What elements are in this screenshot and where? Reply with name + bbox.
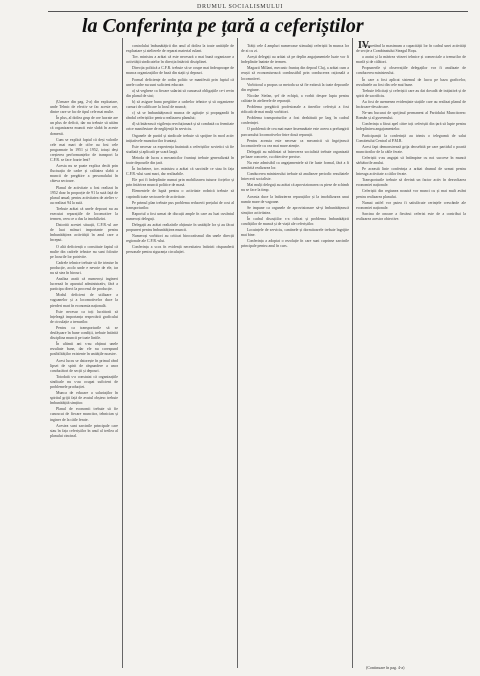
article-paragraph: (Urmare din pag. 2-a) din exploatare, unde Tehnic de efectiv se fac aceste ore, dintre care se fac de tipul cele mai multe. <box>50 100 118 115</box>
headline: la Conferința pe țară a ceferiștilor <box>82 15 364 37</box>
article-paragraph: Conducerea ministerului trebuie să analizeze periodic rezultatele întrecerii socialiste. <box>241 172 349 182</box>
column-rule <box>237 38 238 668</box>
article-paragraph: În încheiere, tov. ministru a arătat că sarcinile ce stau în fața C.F.R.-ului sunt mari, dar realizabile. <box>126 167 234 177</box>
article-paragraph: O problemă de cea mai mare însemnătate este aceea a prelungirii parcursului locomotivelor între două reparații. <box>241 127 349 137</box>
article-paragraph: Aceasta duce la întârzierea reparațiilor și la imobilizarea unui număr mare de vagoane. <box>241 194 349 204</box>
article-paragraph: Trăiți cele 4 ampluri numeroase stimulați ceferiștii în munca lor de zi cu zi. <box>241 44 349 54</box>
article-paragraph: interpretând la maximum a capacității lor în cadrul unei activități de secție a Combinatului Steagul Roșu. <box>356 44 466 54</box>
article-paragraph: Propunerile și observațiile delegaților vor fi analizate de conducerea ministerului. <box>356 66 466 76</box>
article-paragraph: Acești delegați au arătat că pe deplin angajamentele luate vor fi îndeplinite înainte de termen. <box>241 55 349 65</box>
article-paragraph: Participanții la conferință au trimis o telegramă de salut Comitetului Central al P.M.R. <box>356 133 466 143</box>
article-paragraph: Ceferiștii din regiunea noastră vor munci cu și mai mult avânt pentru realizarea planului. <box>356 189 466 199</box>
article-paragraph: Trebuie felicitați și ceferiștii care au dat dovadă de inițiativă și de spirit de sacrificiu. <box>356 88 466 98</box>
header-rule <box>48 11 468 12</box>
section-number: IV. <box>358 40 371 51</box>
article-paragraph: Vorbitorul a propus ca metoda sa să fie extinsă la toate depourile din regiune. <box>241 82 349 92</box>
article-paragraph: Cum se explică faptul că deși valorile cele mai mari de cifre au fost cele programate în 1951 și 1952, totuși deși creșterea performanțelor de transport la C.F.R. se face foarte lent? <box>50 137 118 163</box>
article-paragraph: Datorită acestei situații, C.F.R.-ul are de luat măsuri importante pentru îmbunătățirea activității în anul care a început. <box>50 223 118 243</box>
article-paragraph: Cadrele tehnice trebuie să fie trimise în producție, acolo unde e nevoie de ele, iar nu să stea în birouri. <box>50 260 118 275</box>
article-paragraph: b) să asigure buna pregătire a cadrelor tehnice și să organizeze cursuri de calificare la locul de muncă; <box>126 99 234 110</box>
article-paragraph: Pentru ca transporturile să se desfășoare în bune condiții, trebuie întărită disciplina muncii pe toate liniile. <box>50 325 118 341</box>
article-column-1 <box>50 100 118 666</box>
article-paragraph: Magazii Millani, mecanic fruntaș din depoul Cluj, a arătat cum a reușit să economisească combustibil prin conducerea rațională a locomotivei. <box>241 66 349 81</box>
article-paragraph: Totodată s-a constatat că organizațiile sindicale nu s-au ocupat suficient de problemele producției. <box>50 374 118 389</box>
article-paragraph: Acest fapt demonstrează grija deosebită pe care partidul o poartă muncitorilor de la căile ferate. <box>356 144 466 154</box>
article-paragraph: Problema pregătirii profesionale a tinerilor ceferiști a fost ridicată de mai mulți vorbitori. <box>241 105 349 115</box>
article-paragraph: Trebuie arătat că unele depouri nu au executat reparațiile de locomotive la termen, ceea ce a dus la imobilizări. <box>50 206 118 222</box>
article-paragraph: În plus, al doilea grup de ore lucrate are un plus de deficit, dar nu trebuie să uităm că organizarea muncii este slabă în aceste domenii. <box>50 116 118 136</box>
article-paragraph: Ne-am bucurat de sprijinul permanent al Partidului Muncitoresc Român și al guvernului. <box>356 111 466 121</box>
article-paragraph: Transporturile trebuie să devină un factor activ în dezvoltarea economiei naționale. <box>356 178 466 188</box>
article-paragraph: O altă deficiență o constituie faptul că multe din cadrele tehnice nu sunt folosite pe locurile lor potrivite. <box>50 244 118 259</box>
article-paragraph: Se impune ca organele de aprovizionare să-și îmbunătățească simțitor activitatea. <box>241 205 349 215</box>
article-paragraph: Conferința a scos în evidență necesitatea întăririi răspunderii personale pentru siguranța circulației. <box>126 245 234 255</box>
article-paragraph: Nu este admisibil ca angajamentele să fie luate formal, fără a fi urmărită realizarea lor. <box>241 160 349 171</box>
article-paragraph: Conferința a făcut apel către toți ceferiștii din țară să lupte pentru îndeplinirea angajamentelor. <box>356 122 466 132</box>
article-paragraph: În care a fost aplicat sistemul de lucru pe baza graficelor, rezultatele au fost din cele mai bune. <box>356 77 466 87</box>
article-paragraph: Ceferiștii s-au angajat să întâmpine cu noi succese în muncă sărbătorile anului. <box>356 155 466 165</box>
article-paragraph: Este necesar ca experiența înaintată a ceferiștilor sovietici să fie studiată și aplicată pe scară largă. <box>126 144 234 154</box>
article-paragraph: Organele de partid și sindicale trebuie să sprijine în mod activ inițiativele muncitorilor fruntași. <box>126 133 234 143</box>
article-paragraph: Numeroși vorbitori au criticat birocratismul din unele direcții regionale ale C.F.R.-ului. <box>126 234 234 244</box>
article-paragraph: Acesta nu se poate explica decât prin fluctuația de cadre și calitatea slabă a muncii de pregătire a personalului în câteva sectoare. <box>50 164 118 184</box>
continuation-note: (Continuare în pag. 4-a) <box>366 665 405 670</box>
article-paragraph: a) să vegheze ca fiecare salariat să cunoască obligațiile ce-i revin din planul de stat; <box>126 88 234 98</box>
article-paragraph: Pentru aceasta este necesar ca mecanicii să îngrijească locomotivele cu cea mai mare atenție. <box>241 138 349 148</box>
article-paragraph: Raportul a fost urmat de discuții ample în care au luat cuvântul numeroși delegați. <box>126 211 234 221</box>
article-paragraph: Sarcina de onoare a fiecărui ceferist este de a contribui la realizarea acestor obiective. <box>356 211 466 221</box>
article-paragraph: Numai astfel vor putea fi satisfăcute cerințele crescânde ale economiei naționale. <box>356 200 466 210</box>
article-paragraph: Direcția politică a C.F.R. trebuie să se ocupe mai îndeaproape de munca organizațiilor de bază din stații și depouri. <box>126 66 234 76</box>
article-paragraph: Formal deficiențe de ordin politic se manifestă prin faptul că unele cadre nu sunt suficient educate. <box>126 77 234 87</box>
article-paragraph: Problema transporturilor a fost dezbătută pe larg în cadrul conferinței. <box>241 116 349 126</box>
article-paragraph: În ultimii ani s-au obținut unele rezultate bune, dar ele nu corespund posibilităților existente în unitățile noastre. <box>50 342 118 357</box>
article-paragraph: Pe primul plan trebuie pus problema reducerii prețului de cost al transporturilor. <box>126 200 234 210</box>
article-paragraph: Delegații au arătat realizările obținute în unitățile lor și au făcut propuneri pentru îmbunătățirea muncii. <box>126 223 234 233</box>
article-paragraph: Au fost de asemenea evidențiate stațiile care au realizat planul de încărcare-descărcare. <box>356 99 466 110</box>
article-paragraph: Modul deficient de utilizare a vagoanelor și a locomotivelor duce la pierderi mari în economia națională. <box>50 293 118 308</box>
article-column-2 <box>126 44 234 666</box>
article-paragraph: Pe această linie conferința a arătat drumul de urmat pentru întreaga activitate a căilor ferate. <box>356 167 466 177</box>
article-paragraph: c) să se îmbunătățească munca de agitație și propagandă în rândul ceferiștilor pentru realizarea planului; <box>126 111 234 121</box>
article-paragraph: Elementele de luptă pentru o activitate rodnică trebuie să cuprindă toate sectoarele de activitate. <box>126 189 234 199</box>
column-rule <box>122 38 123 668</box>
article-paragraph: controlului îmbunătățirii din anul al doilea la toate unitățile de exploatare și atelierele de reparat material rulant. <box>126 44 234 54</box>
article-paragraph: În cadrul discuțiilor s-a ridicat și problema îmbunătățirii condițiilor de muncă și de viață ale ceferiștilor. <box>241 216 349 226</box>
article-paragraph: Mai mulți delegați au arătat că aprovizionarea cu piese de schimb nu se face la timp. <box>241 183 349 193</box>
article-paragraph: Metoda de lucru a mecanicilor fruntași trebuie generalizată în toate depourile din țară. <box>126 155 234 165</box>
article-paragraph: Planul de activitate a fost realizat în 1952 doar în proporție de 91 la sută față de planul anual; pentru activitatea de atelier s-au realizat 94 la sută. <box>50 185 118 205</box>
article-paragraph: Munca de educare a salariaților în spiritul grijii față de avutul obștesc trebuie îmbunătățită simțitor. <box>50 391 118 406</box>
article-paragraph: Nicolae Stefan, șef de echipă, a vorbit despre lupta pentru calitate în atelierele de reparații. <box>241 93 349 103</box>
article-paragraph: Acestea sunt sarcinile principale care stau în fața ceferiștilor în anul al treilea al planului cincinal. <box>50 423 118 438</box>
column-rule <box>352 38 353 668</box>
article-paragraph: d) să întărească vigilența revoluționară și să combată cu fermitate orice manifestare de neglijență în serviciu. <box>126 122 234 132</box>
article-column-3 <box>241 44 349 666</box>
article-paragraph: Este necesar ca toți lucrătorii să înțeleagă importanța respectării graficului de circulație a trenurilor. <box>50 309 118 324</box>
article-column-4 <box>356 44 466 654</box>
article-paragraph: Acest lucru se datorește în primul rând lipsei de spirit de răspundere a unor conducători de secții și depouri. <box>50 358 118 373</box>
article-paragraph: Tov. ministru a arătat că este necesară o mai bună organizare a activității sindicatelor în direcția întăririi disciplinei. <box>126 55 234 65</box>
article-paragraph: a aratat și la mărirea vitezei tehnice și comerciale a trenurilor de marfă și de călători. <box>356 55 466 65</box>
article-paragraph: Conferința a adoptat o rezoluție în care sunt cuprinse sarcinile principale pentru anul în curs. <box>241 239 349 249</box>
running-head: DRUMUL SOCIALISMULUI <box>197 4 283 10</box>
article-paragraph: Ele pot fi îndeplinite numai prin mobilizarea tuturor forțelor și prin întărirea muncii politice de masă. <box>126 178 234 188</box>
article-paragraph: Planul de economii trebuie să fie cunoscut de fiecare muncitor, tehnician și inginer de la căile ferate. <box>50 407 118 422</box>
article-paragraph: Locuințele de serviciu, cantinele și dormitoarele trebuie îngrijite mai bine. <box>241 228 349 238</box>
article-paragraph: Delegații au subliniat că întrecerea socialistă trebuie organizată pe baze concrete, cu obiective precise. <box>241 149 349 159</box>
article-paragraph: Analiza arată că numeroși ingineri lucrează în aparatul administrativ, fără a participa direct la procesul de producție. <box>50 277 118 292</box>
